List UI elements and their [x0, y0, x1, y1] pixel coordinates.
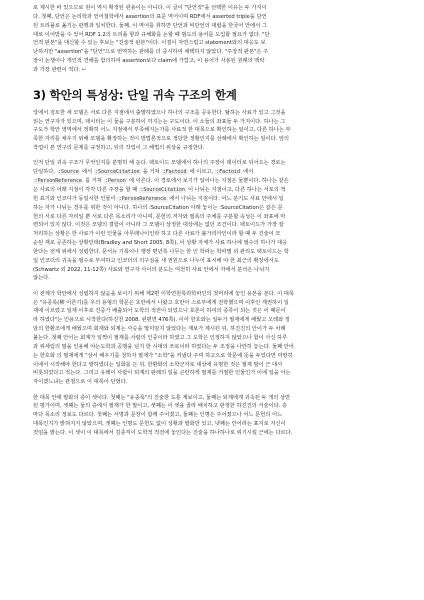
intro-line: 로 제시한 바 있으므로 원이 역시 확정된 관용이는 아니다. 이 글이 "단언적"을 선택한 이유는 두 가지이: [33, 5, 267, 11]
body-paragraph-4: [33, 394, 391, 438]
text-line: 암의 한환조에게 배웠으며 회재와 퇴계는 사승을 말미암지 않았다는 계보가 제시된 뒤, 하진진의 안이가 두 차례: [33, 326, 286, 333]
text-line: 이에서 시작해야 한다고 말하였다는 일화를 든 뒤, 한환화의 소학군자로 세상에 유명한 것은 필재 말이 근 대서: [33, 361, 283, 368]
text-line: 은 "유종록(柳 이른기)를 우의 용형의 학문은 호란에서 나왔고 호란이 스로부에게 전학했으며 이후인 재권하이 일: [33, 299, 289, 306]
text-line: 이 전제가 학안에서 성립하지 않음을 보이기 위해 제2편 이학연원록라학파인의 첫머리에 놓인 용본을 본다. 이 대목: [33, 290, 294, 297]
body-paragraph-1: [33, 109, 391, 153]
footnote-intro: [33, 0, 391, 75]
text-line: 작업이 본 연구의 문제를 규정하고, 뒤의 작업이 그 해법의 위상을 규정한다.: [33, 145, 205, 152]
inline-code: :PersonReference: [118, 195, 167, 202]
text-fragment: 이 나뉘는 지점이고, 다른 하나는 서로의 적: [187, 187, 286, 193]
text-fragment: 을 거쳐: [142, 169, 160, 176]
text-fragment: 은 사료의 어래 지점이 각각 다른 주장을 할 때: [33, 187, 138, 193]
text-line: 재에 이르렀고 일재 이후로 진중가 배출되어 도학의 적전이 되었으니 호론이 하여의 종류이 되는 것은 이 때문이: [33, 308, 286, 315]
text-line: 하는 자가 나뉘는 경우를 위한 것이 아니다. 하나의 :SourceCitation 아래 놓이는 :SourceCitation은 같은 문: [33, 204, 283, 211]
text-fragment: 에 이르고,: [189, 169, 214, 176]
text-fragment: 에서 나뉘는 지점이다. 어느 분기도 사료 안에서 일: [169, 195, 284, 202]
text-line: 는 한호화 의 필재에게 "상서 배우기를 청하자 필재가 "소학"을 커냈다 주며 하고으로 학문에 뜻을 두었다면 마땅히: [33, 352, 293, 359]
text-line: 순된 재로 공존하는 상황인데(Bradley and Short 2005, 8쪽), 이 상황 자체가 사료 하나에 필수의 하나가 대응: [33, 240, 288, 247]
inline-code: :Factoid: [162, 169, 187, 176]
text-line: 련되어 있지 않다. 이것은 모델의 결함이 아니라 그 모델이 상정한 대상에는 없던 조건이다. 팩토이드가 가장 잘: [33, 222, 284, 229]
text-fragment: 에서: [81, 169, 93, 176]
text-line: 헌의 서로 다른 자리일 뿐 서로 다른 목소리가 아니며, 문헌의 저자와 필록의 주체를 구분할 속성은 이 좌표에 마: [33, 213, 286, 220]
text-line: 인저 단일 귀속 구조가 무엇인지를 분명히 해 둔다. 팩토이드 모델에서 하나의 주장이 데이터로 뒤어오는 경로는: [33, 160, 286, 167]
text-line: 일 인코더의 귀속을 필수로 부여하고 인코더의 의구심을 새 권원으로 나누어 표시해 야 한 최근의 확장에서도: [33, 257, 279, 264]
footnote-backref-link[interactable]: ↩: [81, 66, 87, 73]
text-line: 라 하였다"는 인용으로 시작한다(하진천 2008, 왼편면 476쪽). 이어 한호와는 일두가 필재에게 배웠고 오레와 정: [33, 317, 290, 324]
text-line: 자이겠느냐는 관점으로 이 대목이 단혔다.: [33, 379, 128, 386]
text-line: 읽는 연구자가 있으며, 데이터는 이 둘을 구분하이 끼지는는 구도이다. 이 소들의 좌표들 두 가지이다. 하나는 그: [33, 118, 286, 125]
text-fragment: 에서: [243, 169, 254, 176]
inline-code: :SourceCitation: [140, 187, 185, 193]
intro-line: 장이 논쟁이나 개인적 견해를 함의하여 assertion보다 claim에 가깝고, 이 용어가 사용된 원래의 맥락: [33, 58, 265, 65]
body-paragraph-2: [33, 159, 391, 283]
text-line: 한다는 전제 위에서 성립한다. 문서뉴 기록이나 행장 편년록 나무는 한 인 학파는 학파별 외 관리도 팩토이드는 학: [33, 248, 289, 255]
text-line: 것임을 밝는다. 이 셋이 이 대목에서 김종직이 도학적 적전에 놓인다는 진술을 하나하나로 위기시킬 근에는 다르다.: [33, 429, 293, 436]
intro-line: 언적 판본"을 대신할 수 있는 후보는 "진술적 판본"이다. 이결이 자연스럽고 statement와의 대응도 보: [33, 40, 266, 47]
intro-line: 다. 첫째, 단언은 논리학과 언어철학에서 assertion의 표준 역어이며 RDF에서 asserted triple을 단언: [33, 13, 267, 20]
text-line: 구도가 학안 영역에서 정확히 어느 지점에서 부족해지는가를 사료적 한 대목으로 확인하는 일이고, 다른 하나는 부: [33, 127, 291, 134]
inline-code: :Person: [105, 178, 126, 185]
intro-line: 난하지만 "assertion"을 "단언"으로 번역하는 관례를 더 중시하여 채택하지 않았다. "주장적 판본"은 주: [33, 49, 269, 56]
inline-code: :Factoid: [216, 169, 240, 176]
intro-line: 과 가장 관련이 적다.: [33, 66, 81, 73]
text-line: 대목인지가 밝혀지지 않았으며, 셋째는 인명도 문헌도 없이 성황과 발화만 있고, 넷째는 안어라는 표지로 자신이: [33, 421, 286, 428]
text-line: 과 위세림의 말을 인용해 야는도학과 공맹을 넘지 한 시대의 쓰로이라 하였다는 두 조정을 나란히 놓는다. 둘째 안어: [33, 343, 294, 350]
section-heading: 3) 학안의 특성상: 단일 귀속 구조의 한계: [33, 87, 237, 102]
text-line: 족한 자리를 채우기 위해 모델을 확장하는 것이 방법론적으로 정당한 정황인지를 선례에서 확인하는 일이다. 앞의: [33, 136, 289, 143]
text-line: 된 평가이며, 셋째는 둘의 층에서 필재가 한 말이고, 셋째는 이 셋을 골라 배치하고 판정한 하진진의 서술이다. 층: [33, 403, 287, 410]
intro-paragraph: [33, 4, 391, 75]
intro-line: 대로 이어받을 수 있어 RDF 1.2의 트리플 항과 규해화를 논할 때 범도의 용어를 도입할 필요가 없다. "단: [33, 31, 270, 38]
text-line: 않는다.: [33, 275, 50, 282]
intro-line: 된 트리플로 옮기는 관행과 일치한다. 둘째, 이 역어를 취하면 단언과 비단언의 대립을 한국어 안에서 그: [33, 22, 267, 29]
text-fragment: 를 거쳐: [85, 178, 102, 185]
text-fragment: 단일하다.: [33, 169, 55, 176]
text-line: 처리하는 상황은 한 사료가 이런 인물을 아무래나이인라 하고 다른 사료가 불가리아인이라 할 때 두 진술이 모: [33, 231, 281, 238]
text-line: (Schwartz 외 2022, 11-12쪽) 사료와 연구자 사이의 분도는 여전히 사료 안에서 자에서 분석은 나뉘지: [33, 266, 270, 273]
inline-code: :PersonReference: [34, 178, 82, 185]
inline-code: :SourceCitation: [95, 169, 140, 176]
text-fragment: 에 이른다. 이 경로에서 보기가 일어나는 지점은 둘뿐이다. 하나는 같은: [128, 178, 289, 185]
text-line: 마다 목소리 정보도 다르다. 첫째는 서명과 문장이 함께 주어졌고, 둘째는 인명은 주어졌으나 어느 문헌의 어느: [33, 412, 283, 419]
body-paragraph-3: [33, 290, 391, 387]
text-fragment: 힌 표기와 인코디가 동일시한 인물이: [33, 195, 116, 202]
text-line: 비롯되었다고 적는다. 그리고 유레이 사람이 퇴계의 판례의 일을 곤란하게 필재를 거절한 인물인가 이에 일을 아는: [33, 370, 291, 377]
inline-code: :Source: [58, 169, 79, 176]
text-line: 앙에서 검토한 세 모델은 서로 다른 지점에서 출발하였으나 하나의 구조를 공유한다. 탈하는 사료가 있고 그것을: [33, 109, 286, 116]
text-line: 한 대목 안에 발화의 층이 셋이다. 첫째는 "유종록"의 진술한 도통 계보이고, 둘째는 퇴계에게 귀속된 두 개의 상반: [33, 394, 291, 401]
text-line: 붙는다. 첫째 안어는 회계가 일찍이 필재를 사람의 인중이라 하였고 그 도학은 인정하지 않았으나 합이 사신 하루: [33, 335, 288, 341]
